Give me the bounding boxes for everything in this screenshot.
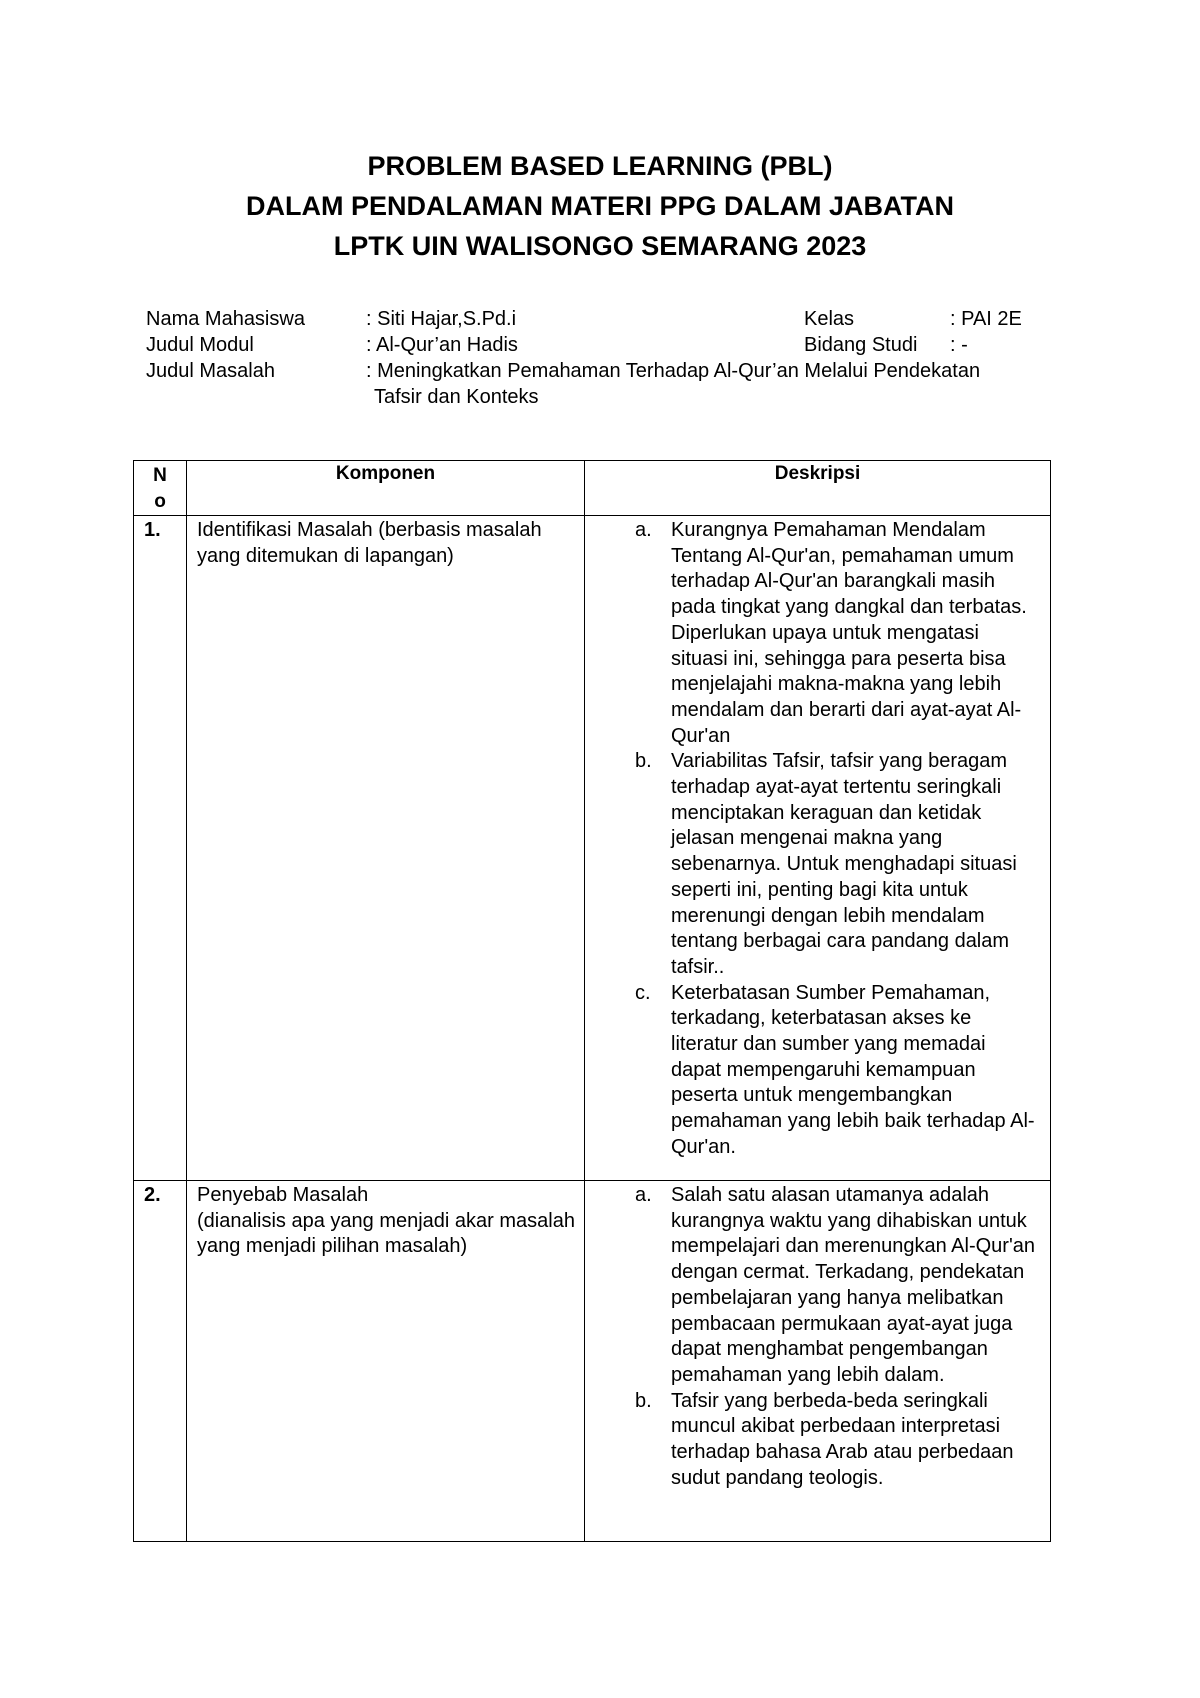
masalah-value-line2: Tafsir dan Konteks [374, 386, 539, 408]
modul-label: Judul Modul [146, 334, 254, 356]
table-header-row [134, 461, 1051, 516]
komponen-title: Penyebab Masalah [197, 1184, 369, 1206]
row-deskripsi [585, 1181, 1051, 1542]
table-row [134, 1181, 1051, 1542]
list-item: b. Variabilitas Tafsir, tafsir yang beragam terhadap ayat-ayat tertentu seringkali menciptakan keraguan dan ketidak jelasan mengenai makna yang sebenarnya. Untuk menghadapi situasi seperti ini, penting bagi kita untuk merenungi dengan lebih mendalam tentang berbagai cara pandang dalam tafsir.. [635, 750, 1017, 978]
bidang-value: : - [950, 334, 968, 356]
bidang-label: Bidang Studi [804, 334, 918, 356]
document-title [0, 146, 1200, 266]
row-komponen: Identifikasi Masalah (berbasis masalah yang ditemukan di lapangan) [187, 516, 585, 1181]
nama-value: : Siti Hajar,S.Pd.i [366, 308, 517, 330]
deskripsi-list [585, 518, 1040, 1161]
kelas-label: Kelas [804, 308, 855, 330]
pbl-table [133, 460, 1051, 1542]
title-line-3: LPTK UIN WALISONGO SEMARANG 2023 [333, 231, 867, 261]
header-no: No [134, 461, 187, 516]
kelas-value: : PAI 2E [950, 308, 1022, 330]
row-number: 2. [134, 1181, 187, 1542]
masalah-value-line1: : Meningkatkan Pemahaman Terhadap Al-Qur’an Melalui Pendekatan [366, 360, 981, 382]
modul-value: : Al-Qur’an Hadis [366, 334, 518, 356]
row-komponen [187, 1181, 585, 1542]
nama-label: Nama Mahasiswa [146, 308, 305, 330]
row-number: 1. [134, 516, 187, 1181]
deskripsi-list [585, 1183, 1040, 1491]
row-deskripsi [585, 516, 1051, 1181]
list-item: b. Tafsir yang berbeda-beda seringkali muncul akibat perbedaan interpretasi terhadap bahasa Arab atau perbedaan sudut pandang teologis. [635, 1389, 1014, 1489]
list-item: a. Salah satu alasan utamanya adalah kurangnya waktu yang dihabiskan untuk mempelajari dan merenungkan Al-Qur'an dengan cermat. Terkadang, pendekatan pembelajaran yang hanya melibatkan pembacaan permukaan ayat-ayat juga dapat menghambat pengembangan pemahaman yang lebih dalam. [635, 1184, 1036, 1386]
header-deskripsi: Deskripsi [585, 461, 1051, 516]
header-komponen: Komponen [187, 461, 585, 516]
list-item: c. Keterbatasan Sumber Pemahaman, terkadang, keterbatasan akses ke literatur dan sumber yang memadai dapat mempengaruhi kemampuan peserta untuk mengembangkan pemahaman yang lebih baik terhadap Al-Qur'an. [635, 981, 1035, 1158]
title-line-2: DALAM PENDALAMAN MATERI PPG DALAM JABATAN [246, 191, 954, 221]
table-row [134, 516, 1051, 1181]
title-line-1: PROBLEM BASED LEARNING (PBL) [367, 151, 833, 181]
masalah-label: Judul Masalah [146, 360, 275, 382]
komponen-note: (dianalisis apa yang menjadi akar masalah yang menjadi pilihan masalah) [197, 1209, 575, 1258]
list-item: a. Kurangnya Pemahaman Mendalam Tentang Al-Qur'an, pemahaman umum terhadap Al-Qur'an barangkali masih pada tingkat yang dangkal dan terbatas. Diperlukan upaya untuk mengatasi situasi ini, sehingga para peserta bisa menjelajahi makna-makna yang lebih mendalam dan berarti dari ayat-ayat Al-Qur'an [635, 519, 1027, 747]
